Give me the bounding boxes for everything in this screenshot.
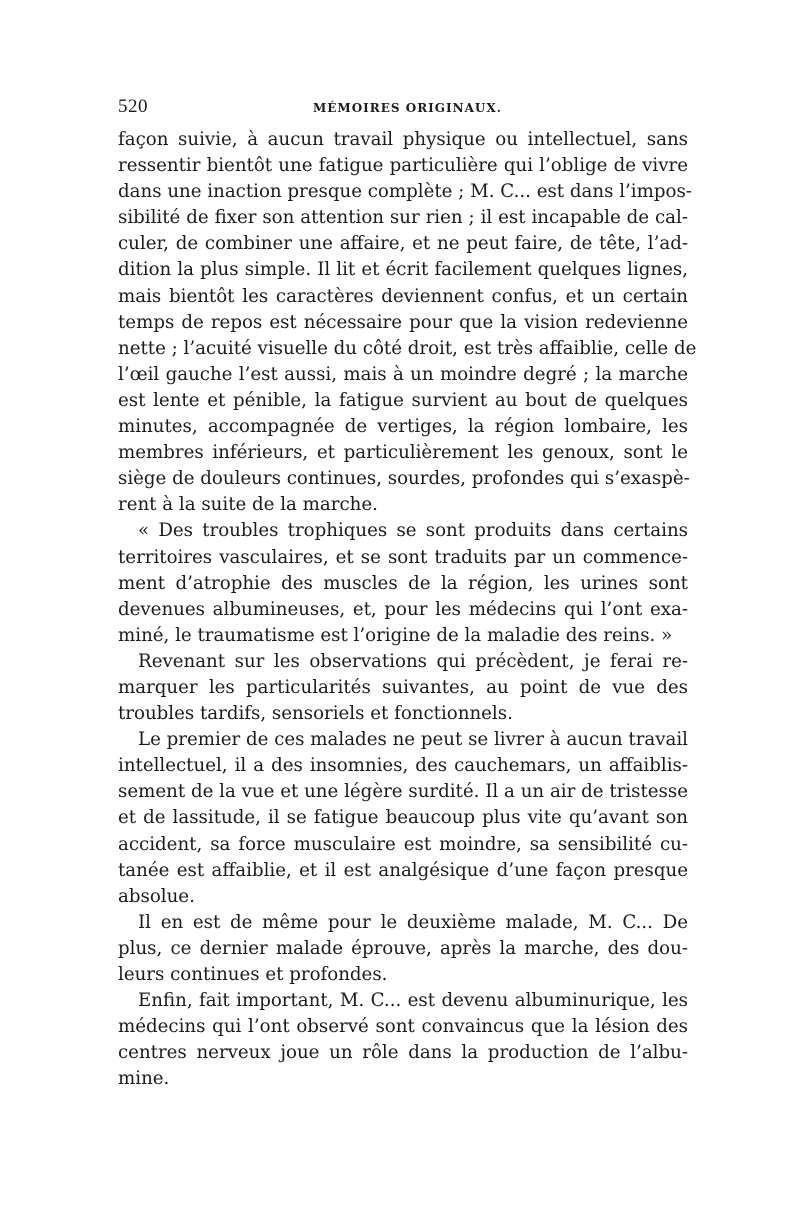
text-line: marquer les particularités suivantes, au point de vue des bbox=[118, 676, 688, 698]
text-line: mais bientôt les caractères deviennent confus, et un certain bbox=[118, 285, 688, 307]
text-line: l’œil gauche l’est aussi, mais à un moindre degré ; la marche bbox=[118, 363, 688, 385]
text-line: Revenant sur les observations qui précèdent, je ferai re- bbox=[138, 650, 688, 672]
text-line: leurs continues et profondes. bbox=[118, 964, 388, 985]
page-number: 520 bbox=[118, 96, 148, 117]
text-line: tanée est affaiblie, et il est analgésique d’une façon presque bbox=[118, 859, 688, 881]
text-line: membres inférieurs, et particulièrement les genoux, sont le bbox=[118, 442, 688, 464]
text-line: territoires vasculaires, et se sont traduits par un commence- bbox=[118, 546, 688, 568]
text-line: ment d’atrophie des muscles de la région, les urines sont bbox=[118, 572, 688, 594]
text-line: nette ; l’acuité visuelle du côté droit, est très affaiblie, celle de bbox=[118, 337, 697, 359]
text-line: dans une inaction presque complète ; M. C... est dans l’impos- bbox=[118, 181, 692, 203]
text-line: rent à la suite de la marche. bbox=[118, 494, 378, 516]
text-line: ressentir bientôt une fatigue particulière qui l’oblige de vivre bbox=[118, 155, 688, 177]
text-line: devenues albumineuses, et, pour les médecins qui l’ont exa- bbox=[118, 598, 688, 620]
running-title: MÉMOIRES ORIGINAUX. bbox=[313, 101, 502, 115]
text-line: sibilité de fixer son attention sur rien ; il est incapable de cal- bbox=[118, 207, 688, 229]
body-text bbox=[118, 127, 697, 1092]
text-line: siège de douleurs continues, sourdes, profondes qui s’exaspè- bbox=[118, 468, 690, 490]
text-line: Enfin, fait important, M. C... est devenu albuminurique, les bbox=[138, 990, 688, 1012]
text-line: sement de la vue et une légère surdité. Il a un air de tristesse bbox=[118, 781, 688, 803]
text-line: « Des troubles trophiques se sont produits dans certains bbox=[138, 520, 688, 542]
text-line: dition la plus simple. Il lit et écrit facilement quelques lignes, bbox=[118, 259, 688, 281]
text-line: minutes, accompagnée de vertiges, la région lombaire, les bbox=[118, 416, 688, 438]
text-line: mine. bbox=[118, 1068, 170, 1090]
text-line: et de lassitude, il se fatigue beaucoup plus vite qu’avant son bbox=[118, 807, 688, 829]
text-line: troubles tardifs, sensoriels et fonctionnels. bbox=[118, 703, 513, 725]
text-line: centres nerveux joue un rôle dans la production de l’albu- bbox=[118, 1042, 688, 1064]
text-line: culer, de combiner une affaire, et ne peut faire, de tête, l’ad- bbox=[118, 233, 688, 255]
text-line: temps de repos est nécessaire pour que la vision redevienne bbox=[118, 311, 688, 333]
text-line: Le premier de ces malades ne peut se livrer à aucun travail bbox=[138, 729, 688, 751]
text-line: absolue. bbox=[118, 885, 195, 907]
text-line: médecins qui l’ont observé sont convaincus que la lésion des bbox=[118, 1016, 688, 1038]
text-line: accident, sa force musculaire est moindre, sa sensibilité cu- bbox=[118, 833, 688, 855]
text-line: plus, ce dernier malade éprouve, après la marche, des dou- bbox=[118, 937, 688, 959]
text-line: miné, le traumatisme est l’origine de la maladie des reins. » bbox=[118, 624, 673, 646]
text-line: Il en est de même pour le deuxième malade, M. C... De bbox=[138, 911, 688, 933]
text-line: intellectuel, il a des insomnies, des cauchemars, un affaiblis- bbox=[118, 755, 688, 777]
text-line: est lente et pénible, la fatigue survient au bout de quelques bbox=[118, 389, 688, 411]
running-header bbox=[118, 96, 688, 120]
text-line: façon suivie, à aucun travail physique ou intellectuel, sans bbox=[118, 129, 688, 150]
